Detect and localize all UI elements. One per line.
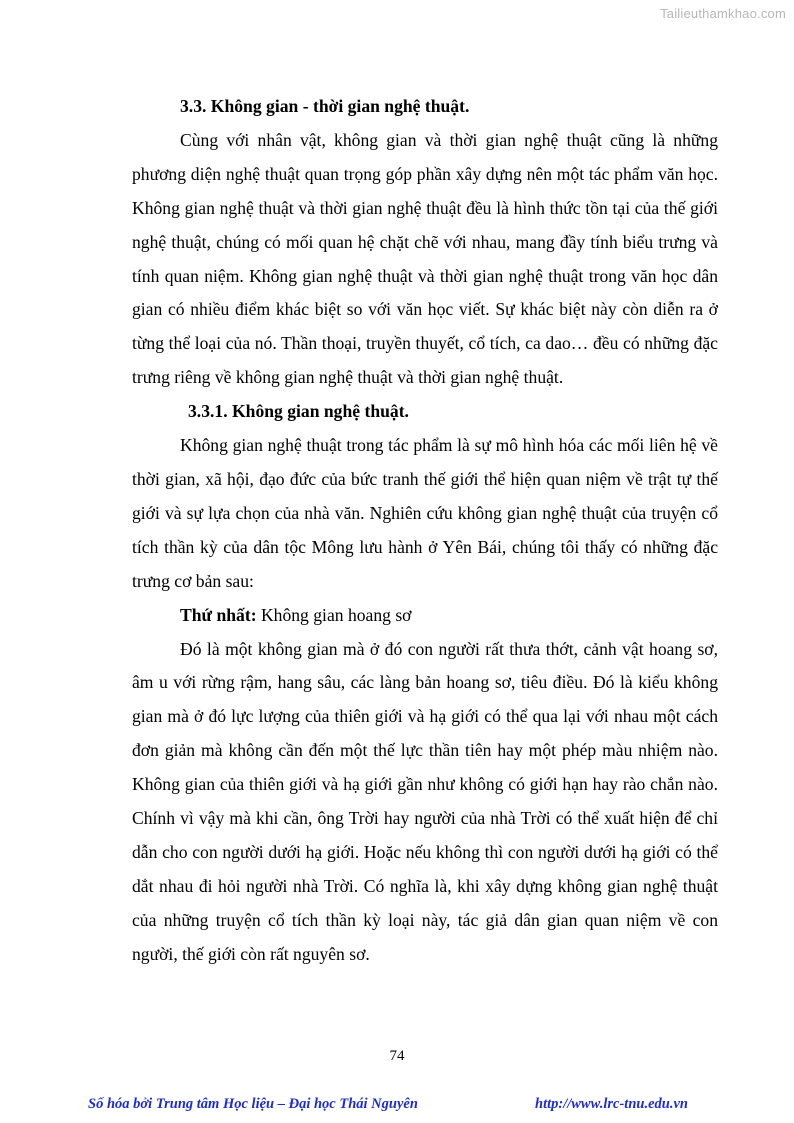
page-content — [132, 90, 718, 972]
footer-credit: Số hóa bởi Trung tâm Học liệu – Đại học Thái Nguyên — [88, 1096, 418, 1112]
first-point-label: Thứ nhất: — [180, 604, 257, 625]
paragraph-3: Đó là một không gian mà ở đó con người rất thưa thớt, cảnh vật hoang sơ, âm u với rừng rậm, hang sâu, các làng bản hoang sơ, tiêu điều. Đó là kiểu không gian mà ở đó lực lượng của thiên giới và hạ giới có thể qua lại với nhau một cách đơn giản mà không cần đến một thế lực thần tiên hay một phép màu nhiệm nào. Không gian của thiên giới và hạ giới gần như không có giới hạn hay rào chắn nào. Chính vì vậy mà khi cần, ông Trời hay người của nhà Trời có thể xuất hiện để chỉ dẫn cho con người dưới hạ giới. Hoặc nếu không thì con người dưới hạ giới có thể dắt nhau đi hỏi người nhà Trời. Có nghĩa là, khi xây dựng không gian nghệ thuật của những truyện cổ tích thần kỳ loại này, tác giả dân gian quan niệm về con người, thế giới còn rất nguyên sơ. — [132, 638, 718, 964]
watermark: Tailieuthamkhao.com — [660, 6, 786, 21]
first-point — [132, 599, 718, 633]
page-number: 74 — [389, 1048, 405, 1064]
subsection-heading: 3.3.1. Không gian nghệ thuật. — [188, 401, 409, 422]
section-heading: 3.3. Không gian - thời gian nghệ thuật. — [180, 96, 470, 116]
footer-url[interactable]: http://www.lrc-tnu.edu.vn — [535, 1096, 688, 1112]
paragraph-1: Cùng với nhân vật, không gian và thời gian nghệ thuật cũng là những phương diện nghệ thuật quan trọng góp phần xây dựng nên một tác phẩm văn học. Không gian nghệ thuật và thời gian nghệ thuật đều là hình thức tồn tại của thế giới nghệ thuật, chúng có mối quan hệ chặt chẽ với nhau, mang đầy tính biểu trưng và tính quan niệm. Không gian nghệ thuật và thời gian nghệ thuật trong văn học dân gian có nhiều điểm khác biệt so với văn học viết. Sự khác biệt này còn diễn ra ở từng thể loại của nó. Thần thoại, truyền thuyết, cổ tích, ca dao… đều có những đặc trưng riêng về không gian nghệ thuật và thời gian nghệ thuật. — [132, 129, 718, 388]
first-point-text: Không gian hoang sơ — [256, 604, 412, 625]
paragraph-2: Không gian nghệ thuật trong tác phẩm là sự mô hình hóa các mối liên hệ về thời gian, xã hội, đạo đức của bức tranh thế giới thể hiện quan niệm về trật tự thế giới và sự lựa chọn của nhà văn. Nghiên cứu không gian nghệ thuật của truyện cổ tích thần kỳ của dân tộc Mông lưu hành ở Yên Bái, chúng tôi thấy có những đặc trưng cơ bản sau: — [132, 435, 718, 591]
